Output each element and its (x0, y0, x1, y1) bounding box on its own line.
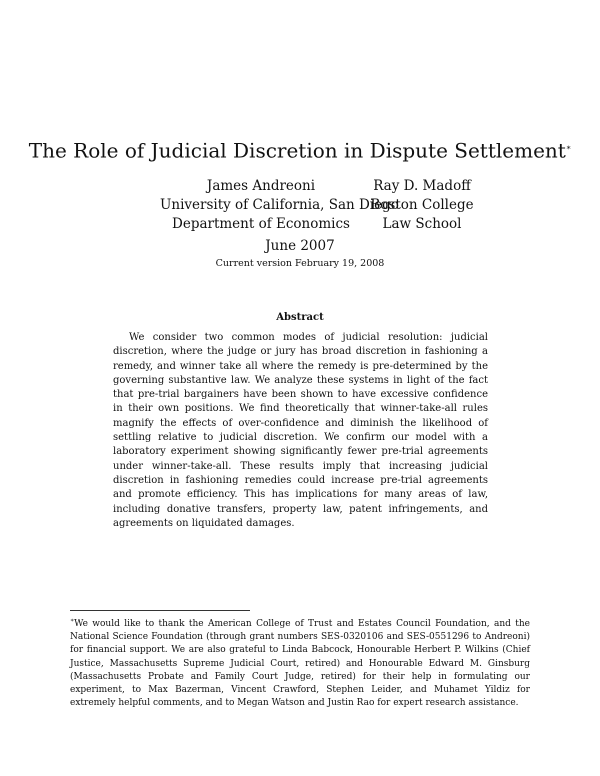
footnote-marker: ∗ (70, 617, 75, 624)
author-1-name: James Andreoni (206, 178, 316, 194)
author-2 (368, 177, 476, 234)
author-2-name: Ray D. Madoff (373, 178, 471, 194)
abstract-heading: Abstract (276, 312, 324, 323)
abstract-text: We consider two common modes of judicial resolution: judicial discretion, where the judge or jury has broad discretion in fashioning a remedy, and winner take all where the remedy is pre-determined by the governing substantive law. We analyze these systems in light of the fact that pre-trial bargainers have been shown to have excessive confidence in their own positions. We find theoretically that winner-take-all rules magnify the effects of over-confidence and diminish the likelihood of settling relative to judicial discretion. We confirm our model with a laboratory experiment showing significantly fewer pre-trial agreements under winner-take-all. These results imply that increasing judicial discretion in fashioning remedies could increase pre-trial agreements and promote efficiency. This has implications for many areas of law, including donative transfers, property law, patent infringements, and agreements on liquidated damages. (113, 332, 488, 529)
footnote-text: We would like to thank the American College of Trust and Estates Council Foundation, and the National Science Foundation (through grant numbers SES-0320106 and SES-0551296 to Andreoni) for financial support. We are also grateful to Linda Babcock, Honourable Herbert P. Wilkins (Chief Justice, Massachusetts Supreme Judicial Court, retired) and Honourable Edward M. Ginsburg (Massachusetts Probate and Family Court Judge, retired) for their help in formulating our experiment, to Max Bazerman, Vincent Crawford, Stephen Leider, and Muhamet Yildiz for extremely helpful comments, and to Megan Watson and Justin Rao for expert research assistance. (70, 619, 530, 709)
paper-date: June 2007 (265, 238, 335, 254)
author-2-department: Law School (382, 216, 462, 232)
author-1 (160, 177, 399, 234)
footnote (70, 614, 530, 710)
paper-title (0, 136, 600, 163)
author-1-department: Department of Economics (172, 216, 350, 232)
version-date: Current version February 19, 2008 (215, 258, 385, 269)
title-footnote-marker: ∗ (565, 143, 572, 152)
footnote-rule (70, 610, 250, 611)
title-text: The Role of Judicial Discretion in Dispute Settlement (28, 138, 566, 163)
author-1-affiliation: University of California, San Diego (160, 197, 399, 213)
author-2-affiliation: Boston College (370, 197, 474, 213)
